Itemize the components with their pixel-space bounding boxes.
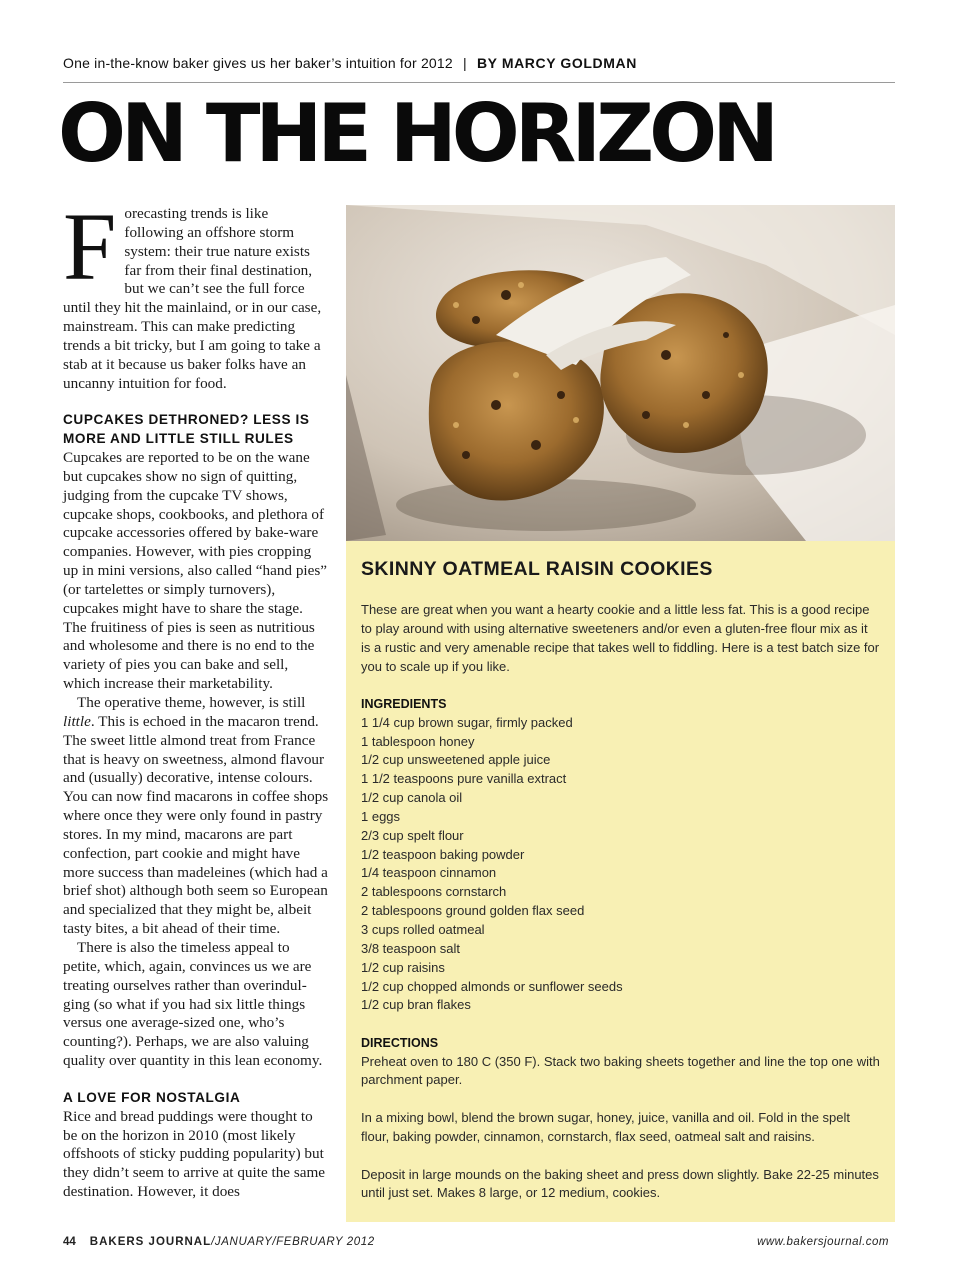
recipe-intro: These are great when you want a hearty cookie and a little less fat. This is a good recipe to play around with using alternative sweeteners and/or even a gluten-free flour mix as it is a rustic and very amenable recipe that takes well to fiddling. Here is a test batch size for you to scale up if you like. bbox=[361, 602, 880, 674]
ingredients-heading: INGREDIENTS bbox=[361, 696, 447, 711]
directions-heading: DIRECTIONS bbox=[361, 1035, 439, 1050]
ingredient-item: 1/4 teaspoon cinnamon bbox=[361, 865, 497, 881]
body-paragraph: There is also the timeless appeal to petite, which, again, convinces us we are treating ourselves rather than overindul-ging (so what if you had six little things versus one average-sized one, who’s counting?). Perhaps, we are also valuing quality over quantity in this lean economy. bbox=[63, 938, 323, 1070]
emphasis-text: little bbox=[63, 712, 91, 730]
ingredient-item: 1 eggs bbox=[361, 808, 401, 824]
section-heading-cupcakes: CUPCAKES DETHRONED? LESS IS MORE AND LITTLE STILL RULES bbox=[63, 412, 310, 447]
website-url: www.bakersjournal.com bbox=[757, 1236, 889, 1248]
ingredient-item: 1/2 cup chopped almonds or sunflower seeds bbox=[361, 978, 623, 994]
article-column bbox=[63, 193, 329, 1202]
cookies-photo bbox=[346, 205, 895, 541]
ingredient-item: 1/2 cup bran flakes bbox=[361, 997, 471, 1013]
direction-step: Preheat oven to 180 C (350 F). Stack two baking sheets together and line the top one with parchment paper. bbox=[361, 1053, 880, 1088]
ingredient-item: 1/2 cup raisins bbox=[361, 959, 445, 975]
kicker-line bbox=[63, 55, 895, 83]
ingredient-item: 2 tablespoons ground golden flax seed bbox=[361, 903, 585, 919]
ingredient-item: 1/2 cup unsweetened apple juice bbox=[361, 752, 551, 768]
body-paragraph bbox=[63, 694, 329, 939]
issue-date: /JANUARY/FEBRUARY 2012 bbox=[211, 1236, 375, 1248]
intro-paragraph bbox=[63, 193, 329, 393]
page-number: 44 bbox=[63, 1236, 76, 1248]
ingredient-item: 1 1/4 cup brown sugar, firmly packed bbox=[361, 714, 573, 730]
magazine-name: BAKERS JOURNAL bbox=[89, 1236, 212, 1248]
kicker-separator: | bbox=[463, 55, 467, 71]
recipe-sidebar bbox=[346, 541, 895, 1222]
ingredient-item: 1 tablespoon honey bbox=[361, 733, 475, 749]
ingredient-item: 2/3 cup spelt flour bbox=[361, 827, 464, 843]
ingredient-item: 1/2 teaspoon baking powder bbox=[361, 846, 525, 862]
page-footer bbox=[63, 1236, 889, 1254]
drop-cap: F bbox=[63, 193, 117, 300]
ingredient-item: 2 tablespoons cornstarch bbox=[361, 884, 507, 900]
section-heading-nostalgia: A LOVE FOR NOSTALGIA bbox=[63, 1089, 241, 1105]
body-text: . This is echoed in the macaron trend. The sweet little almond treat from France that is heavy on sweetness, almond flavour and (usually) decorative, intense colours. You can now find macarons in coffee shops where once they were only found in pastry stores. In my mind, macarons are part confection, part cookie and might have more success than madeleines (which had a brief shot) although both seem so European and specialized that they might be, albeit tasty bites, a bit ahead of their time. bbox=[63, 712, 329, 938]
cookies-illustration bbox=[346, 205, 895, 541]
direction-step: In a mixing bowl, blend the brown sugar, honey, juice, vanilla and oil. Fold in the spelt flour, baking powder, cinnamon, cornstarch, flax seed, oatmeal salt and raisins. bbox=[361, 1110, 850, 1144]
direction-step: Deposit in large mounds on the baking sheet and press down slightly. Bake 22-25 minutes until just set. Makes 8 large, or 12 medium, cookies. bbox=[361, 1166, 879, 1201]
intro-text: orecasting trends is like following an offshore storm system: their true nature exists far from their final destination, but we can’t see the full force until they hit the mainlaind, or in our case, mainstream. This can make predicting trends a bit tricky, but I am going to take a stab at it because us baker folks have an uncanny intuition for food. bbox=[63, 205, 322, 392]
kicker-text: One in-the-know baker gives us her baker’s intuition for 2012 bbox=[63, 55, 453, 71]
recipe-title: SKINNY OATMEAL RAISIN COOKIES bbox=[361, 558, 713, 580]
ingredient-item: 3 cups rolled oatmeal bbox=[361, 922, 485, 937]
ingredient-item: 1/2 cup canola oil bbox=[361, 790, 463, 806]
page-title: ON THE HORIZON bbox=[58, 87, 775, 180]
ingredient-item: 1 1/2 teaspoons pure vanilla extract bbox=[361, 771, 567, 787]
ingredients-list bbox=[361, 714, 880, 1016]
ingredient-item: 3/8 teaspoon salt bbox=[361, 940, 461, 956]
body-paragraph: Rice and bread puddings were thought to be on the horizon in 2010 (most likely offshoots of sticky pudding popularity) but they didn’t seem to arrive at quite the same destination. However, it does bbox=[63, 1107, 326, 1201]
byline: BY MARCY GOLDMAN bbox=[476, 55, 637, 71]
body-paragraph: Cupcakes are reported to be on the wane but cupcakes show no sign of quitting, judging from the cupcake TV shows, cupcake shops, cookbooks, and plethora of cupcake accessories offered by bake-ware companies. However, with pies cropping up in mini versions, also called “hand pies” (or tartelettes or simply turnovers), cupcakes might have to share the stage. The fruitiness of pies is seen as nutritious and wholesome and there is no end to the variety of pies you can bake and sell, which increase their marketability. bbox=[63, 449, 328, 693]
body-text: The operative theme, however, is still bbox=[77, 694, 306, 711]
